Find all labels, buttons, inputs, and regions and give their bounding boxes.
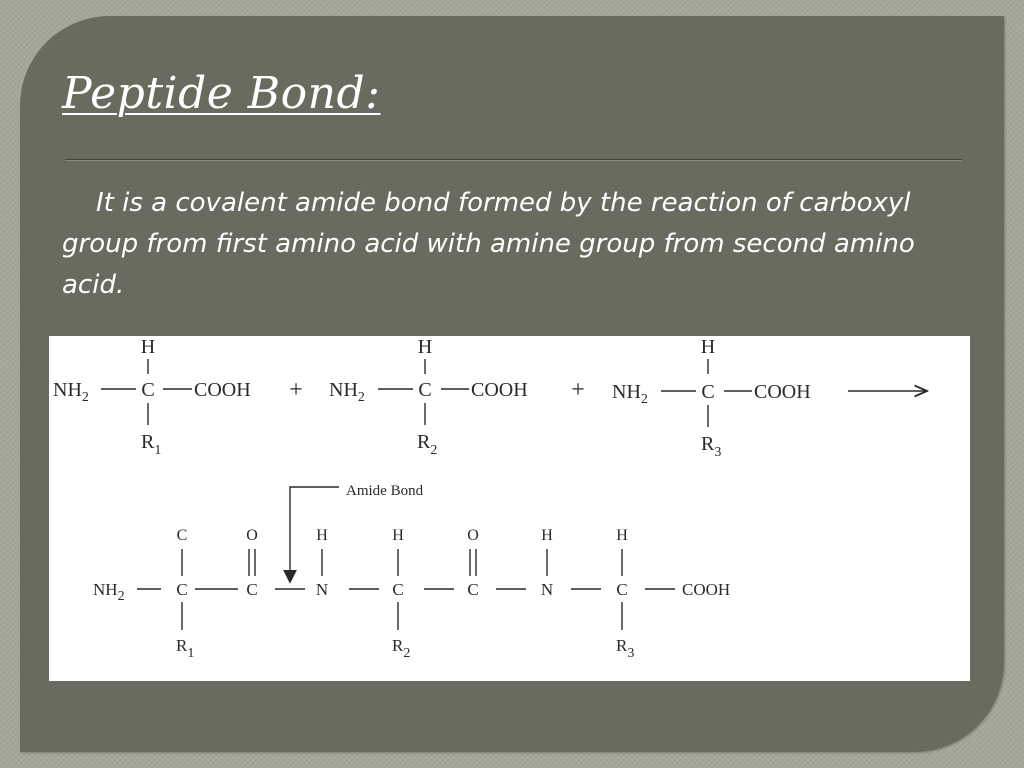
side-chain: $R_3$	[701, 433, 722, 460]
side-chain: $R_1$	[176, 636, 195, 661]
atom-h: H	[700, 336, 716, 358]
top-substituent: H	[541, 527, 553, 544]
product-carboxyl-group: COOH	[682, 580, 731, 599]
title-divider	[65, 159, 962, 161]
top-substituent: O	[467, 527, 479, 544]
plus-sign: +	[289, 377, 303, 403]
slide-title: Peptide Bond:	[62, 68, 381, 119]
carboxyl-group: COOH	[754, 381, 811, 403]
top-substituent: H	[316, 527, 328, 544]
atom-h: H	[417, 336, 433, 358]
top-substituent: C	[176, 527, 188, 544]
tripeptide-product	[93, 527, 730, 661]
backbone-atom: N	[315, 580, 329, 599]
backbone-atom: C	[176, 580, 188, 599]
amino-acid-1	[53, 336, 251, 458]
carboxyl-group: COOH	[471, 379, 528, 401]
backbone-atom: N	[540, 580, 554, 599]
side-chain: $R_3$	[616, 636, 635, 661]
amine-group: $NH_2$	[53, 379, 89, 405]
backbone-atom: C	[467, 580, 479, 599]
top-substituent: H	[616, 527, 628, 544]
top-substituent: O	[246, 527, 258, 544]
amide-bond-pointer-arrow	[290, 487, 339, 581]
amino-acid-2	[329, 336, 528, 458]
backbone-atom: C	[616, 580, 628, 599]
atom-h: H	[140, 336, 156, 358]
side-chain: $R_2$	[417, 431, 438, 458]
backbone-atom: C	[392, 580, 404, 599]
amide-bond-label: Amide Bond	[346, 483, 424, 499]
product-amine-group: $NH_2$	[93, 580, 125, 604]
amine-group: $NH_2$	[329, 379, 365, 405]
backbone-atom: C	[246, 580, 258, 599]
side-chain: $R_1$	[141, 431, 162, 458]
plus-sign: +	[571, 377, 585, 403]
slide-body-text: It is a covalent amide bond formed by the reaction of carboxyl group from first amino acid with amine group from second amino acid.	[62, 188, 915, 300]
side-chain: $R_2$	[392, 636, 411, 661]
amino-acid-3	[612, 336, 811, 460]
reaction-svg	[49, 336, 970, 681]
amine-group: $NH_2$	[612, 381, 648, 407]
top-substituent: H	[392, 527, 404, 544]
peptide-reaction-diagram	[49, 336, 970, 681]
carboxyl-group: COOH	[194, 379, 251, 401]
alpha-carbon: C	[418, 379, 432, 401]
alpha-carbon: C	[141, 379, 155, 401]
alpha-carbon: C	[701, 381, 715, 403]
